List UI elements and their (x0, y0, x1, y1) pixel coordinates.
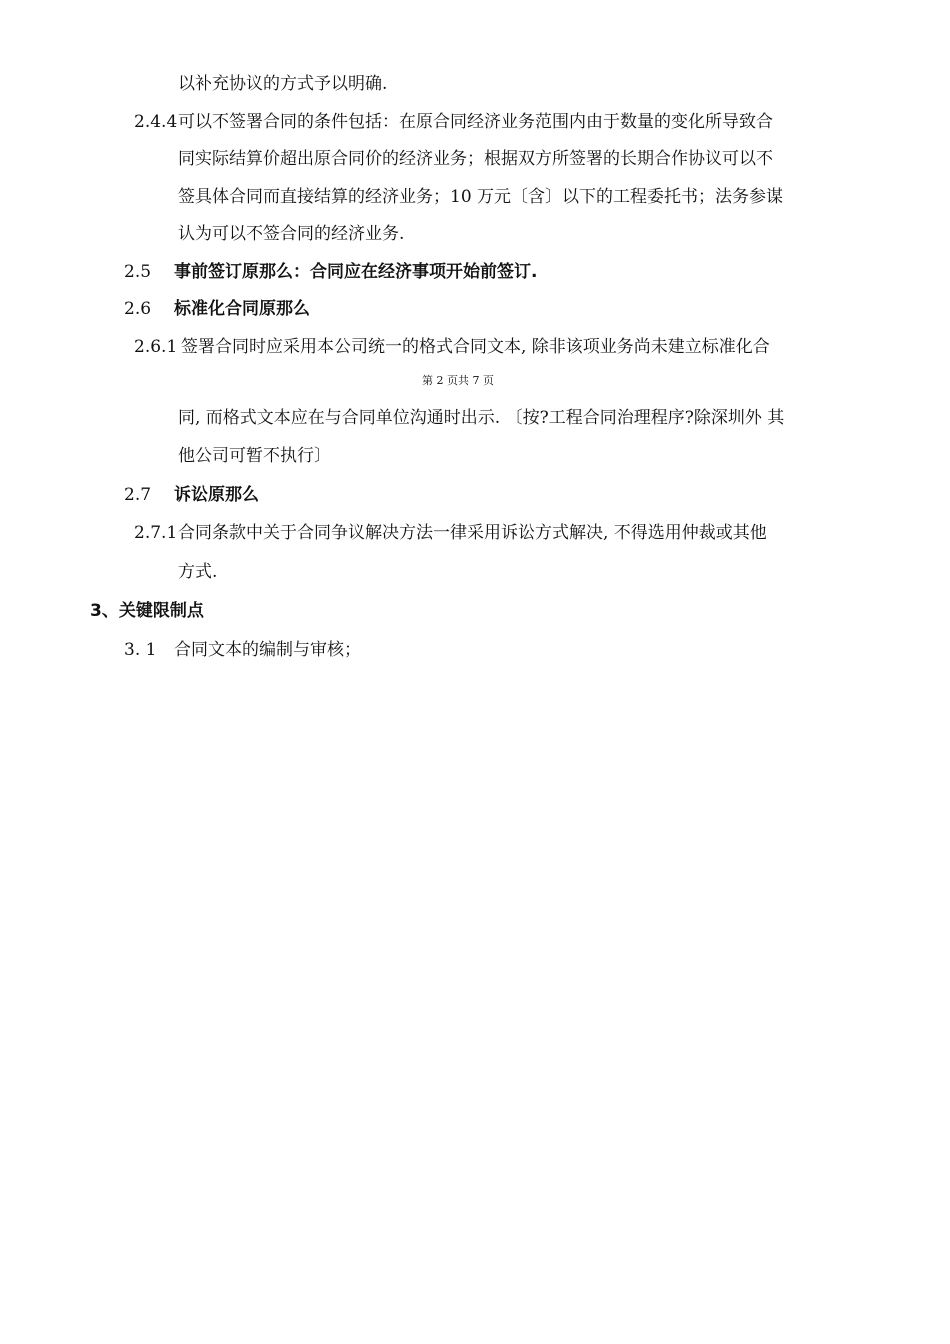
section-3-heading: 3、关键限制点 (90, 601, 204, 621)
section-2-4-4-number: 2.4.4 (134, 112, 178, 132)
section-2-6-1-line-3: 他公司可暂不执行〕 (178, 446, 331, 466)
section-2-7-1-number: 2.7.1 (134, 523, 178, 543)
section-2-7-1-line-1: 合同条款中关于合同争议解决方法一律采用诉讼方式解决, 不得选用仲裁或其他 (178, 523, 767, 543)
page-number-footer: 第 2 页共 7 页 (422, 374, 494, 387)
section-2-6-number: 2.6 (124, 299, 152, 319)
section-2-6-1-line-1: 签署合同时应采用本公司统一的格式合同文本, 除非该项业务尚未建立标准化合 (181, 337, 770, 357)
section-2-6-1-line-2: 同, 而格式文本应在与合同单位沟通时出示. 〔按?工程合同治理程序?除深圳外 其 (178, 408, 785, 428)
section-2-7-number: 2.7 (124, 485, 152, 505)
section-2-4-4-line-3: 签具体合同而直接结算的经济业务；10 万元〔含〕以下的工程委托书；法务参谋 (178, 187, 784, 207)
paragraph-continuation: 以补充协议的方式予以明确. (178, 74, 388, 94)
section-2-6-heading: 标准化合同原那么 (174, 299, 310, 319)
section-2-4-4-line-2: 同实际结算价超出原合同价的经济业务；根据双方所签署的长期合作协议可以不 (178, 149, 773, 169)
section-2-5-number: 2.5 (124, 262, 152, 282)
section-3-1-number: 3. 1 (124, 640, 157, 660)
section-2-7-heading: 诉讼原那么 (174, 485, 259, 505)
section-2-6-1-number: 2.6.1 (134, 337, 178, 357)
section-2-4-4-line-1: 可以不签署合同的条件包括：在原合同经济业务范围内由于数量的变化所导致合 (178, 112, 773, 132)
section-2-7-1-line-2: 方式. (178, 562, 218, 582)
section-3-1-text: 合同文本的编制与审核； (174, 640, 361, 660)
section-2-4-4-line-4: 认为可以不签合同的经济业务. (178, 224, 405, 244)
section-2-5-heading: 事前签订原那么：合同应在经济事项开始前签订. (174, 262, 538, 282)
